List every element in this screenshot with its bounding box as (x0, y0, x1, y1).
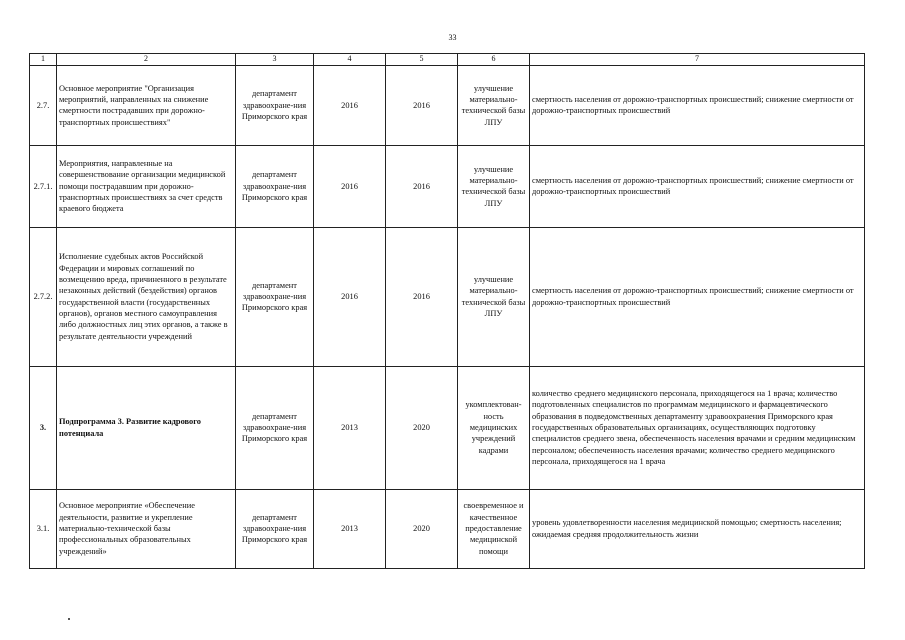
start-year: 2016 (314, 65, 386, 145)
executor: департамент здравоохране-ния Приморского края (236, 489, 314, 568)
row-number: 3. (30, 366, 57, 489)
start-year: 2016 (314, 227, 386, 366)
table-row (30, 489, 865, 568)
table-row (30, 366, 865, 489)
header-row (30, 54, 865, 66)
start-year: 2016 (314, 145, 386, 227)
expected-result: улучшение материально-технической базы ЛПУ (458, 65, 530, 145)
executor: департамент здравоохране-ния Приморского края (236, 227, 314, 366)
indicator: смертность населения от дорожно-транспортных происшествий; снижение смертности от дорожно-транспортных происшествий (530, 227, 865, 366)
column-header-2: 2 (57, 54, 236, 66)
table-row (30, 145, 865, 227)
start-year: 2013 (314, 489, 386, 568)
end-year: 2016 (386, 227, 458, 366)
column-header-4: 4 (314, 54, 386, 66)
row-number: 2.7. (30, 65, 57, 145)
end-year: 2016 (386, 145, 458, 227)
end-year: 2016 (386, 65, 458, 145)
column-header-3: 3 (236, 54, 314, 66)
row-number: 3.1. (30, 489, 57, 568)
end-year: 2020 (386, 366, 458, 489)
row-number: 2.7.2. (30, 227, 57, 366)
activity-name: Основное мероприятие «Обеспечение деятельности, развитие и укрепление материально-технической базы профессиональных образовательных учреждений» (57, 489, 236, 568)
subprogram-name: Подпрограмма 3. Развитие кадрового потенциала (57, 366, 236, 489)
indicator: смертность населения от дорожно-транспортных происшествий; снижение смертности от дорожно-транспортных происшествий (530, 65, 865, 145)
expected-result: улучшение материально-технической базы ЛПУ (458, 145, 530, 227)
executor: департамент здравоохране-ния Приморского края (236, 366, 314, 489)
column-header-6: 6 (458, 54, 530, 66)
scan-speck (68, 618, 70, 620)
row-number: 2.7.1. (30, 145, 57, 227)
column-header-7: 7 (530, 54, 865, 66)
expected-result: своевременное и качественное предоставление медицинской помощи (458, 489, 530, 568)
activity-name: Мероприятия, направленные на совершенствование организации медицинской помощи пострадавшим при дорожно-транспортных происшествиях за счет средств краевого бюджета (57, 145, 236, 227)
program-table (29, 53, 865, 569)
table-row (30, 65, 865, 145)
page-number: 33 (448, 33, 457, 42)
table-row (30, 227, 865, 366)
indicator: уровень удовлетворенности населения медицинской помощью; смертность населения; ожидаемая средняя продолжительность жизни (530, 489, 865, 568)
column-header-5: 5 (386, 54, 458, 66)
indicator: смертность населения от дорожно-транспортных происшествий; снижение смертности от дорожно-транспортных происшествий (530, 145, 865, 227)
executor: департамент здравоохране-ния Приморского края (236, 65, 314, 145)
activity-name: Основное мероприятие "Организация мероприятий, направленных на снижение смертности пострадавших при дорожно-транспортных происшествиях" (57, 65, 236, 145)
expected-result: улучшение материально-технической базы ЛПУ (458, 227, 530, 366)
executor: департамент здравоохране-ния Приморского края (236, 145, 314, 227)
end-year: 2020 (386, 489, 458, 568)
column-header-1: 1 (30, 54, 57, 66)
activity-name: Исполнение судебных актов Российской Федерации и мировых соглашений по возмещению вреда, причиненного в результате незаконных действий (бездействия) органов государственной власти (государственных органов), органов местного самоуправления либо должностных лиц этих органов, а также в результате деятельности учреждений (57, 227, 236, 366)
expected-result: укомплектован-ность медицинских учреждений кадрами (458, 366, 530, 489)
indicator: количество среднего медицинского персонала, приходящегося на 1 врача; количество подготовленных специалистов по программам медицинского и фармацевтического образования в подведомственных департаменту здравоохранения Приморского края государственных образовательных организациях, осуществляющих подготовку специалистов среднего звена, обеспеченность населения врачами и средним медицинским персоналом; обеспеченность населения врачами; количество среднего медицинского персонала, приходящегося на 1 врача (530, 366, 865, 489)
start-year: 2013 (314, 366, 386, 489)
